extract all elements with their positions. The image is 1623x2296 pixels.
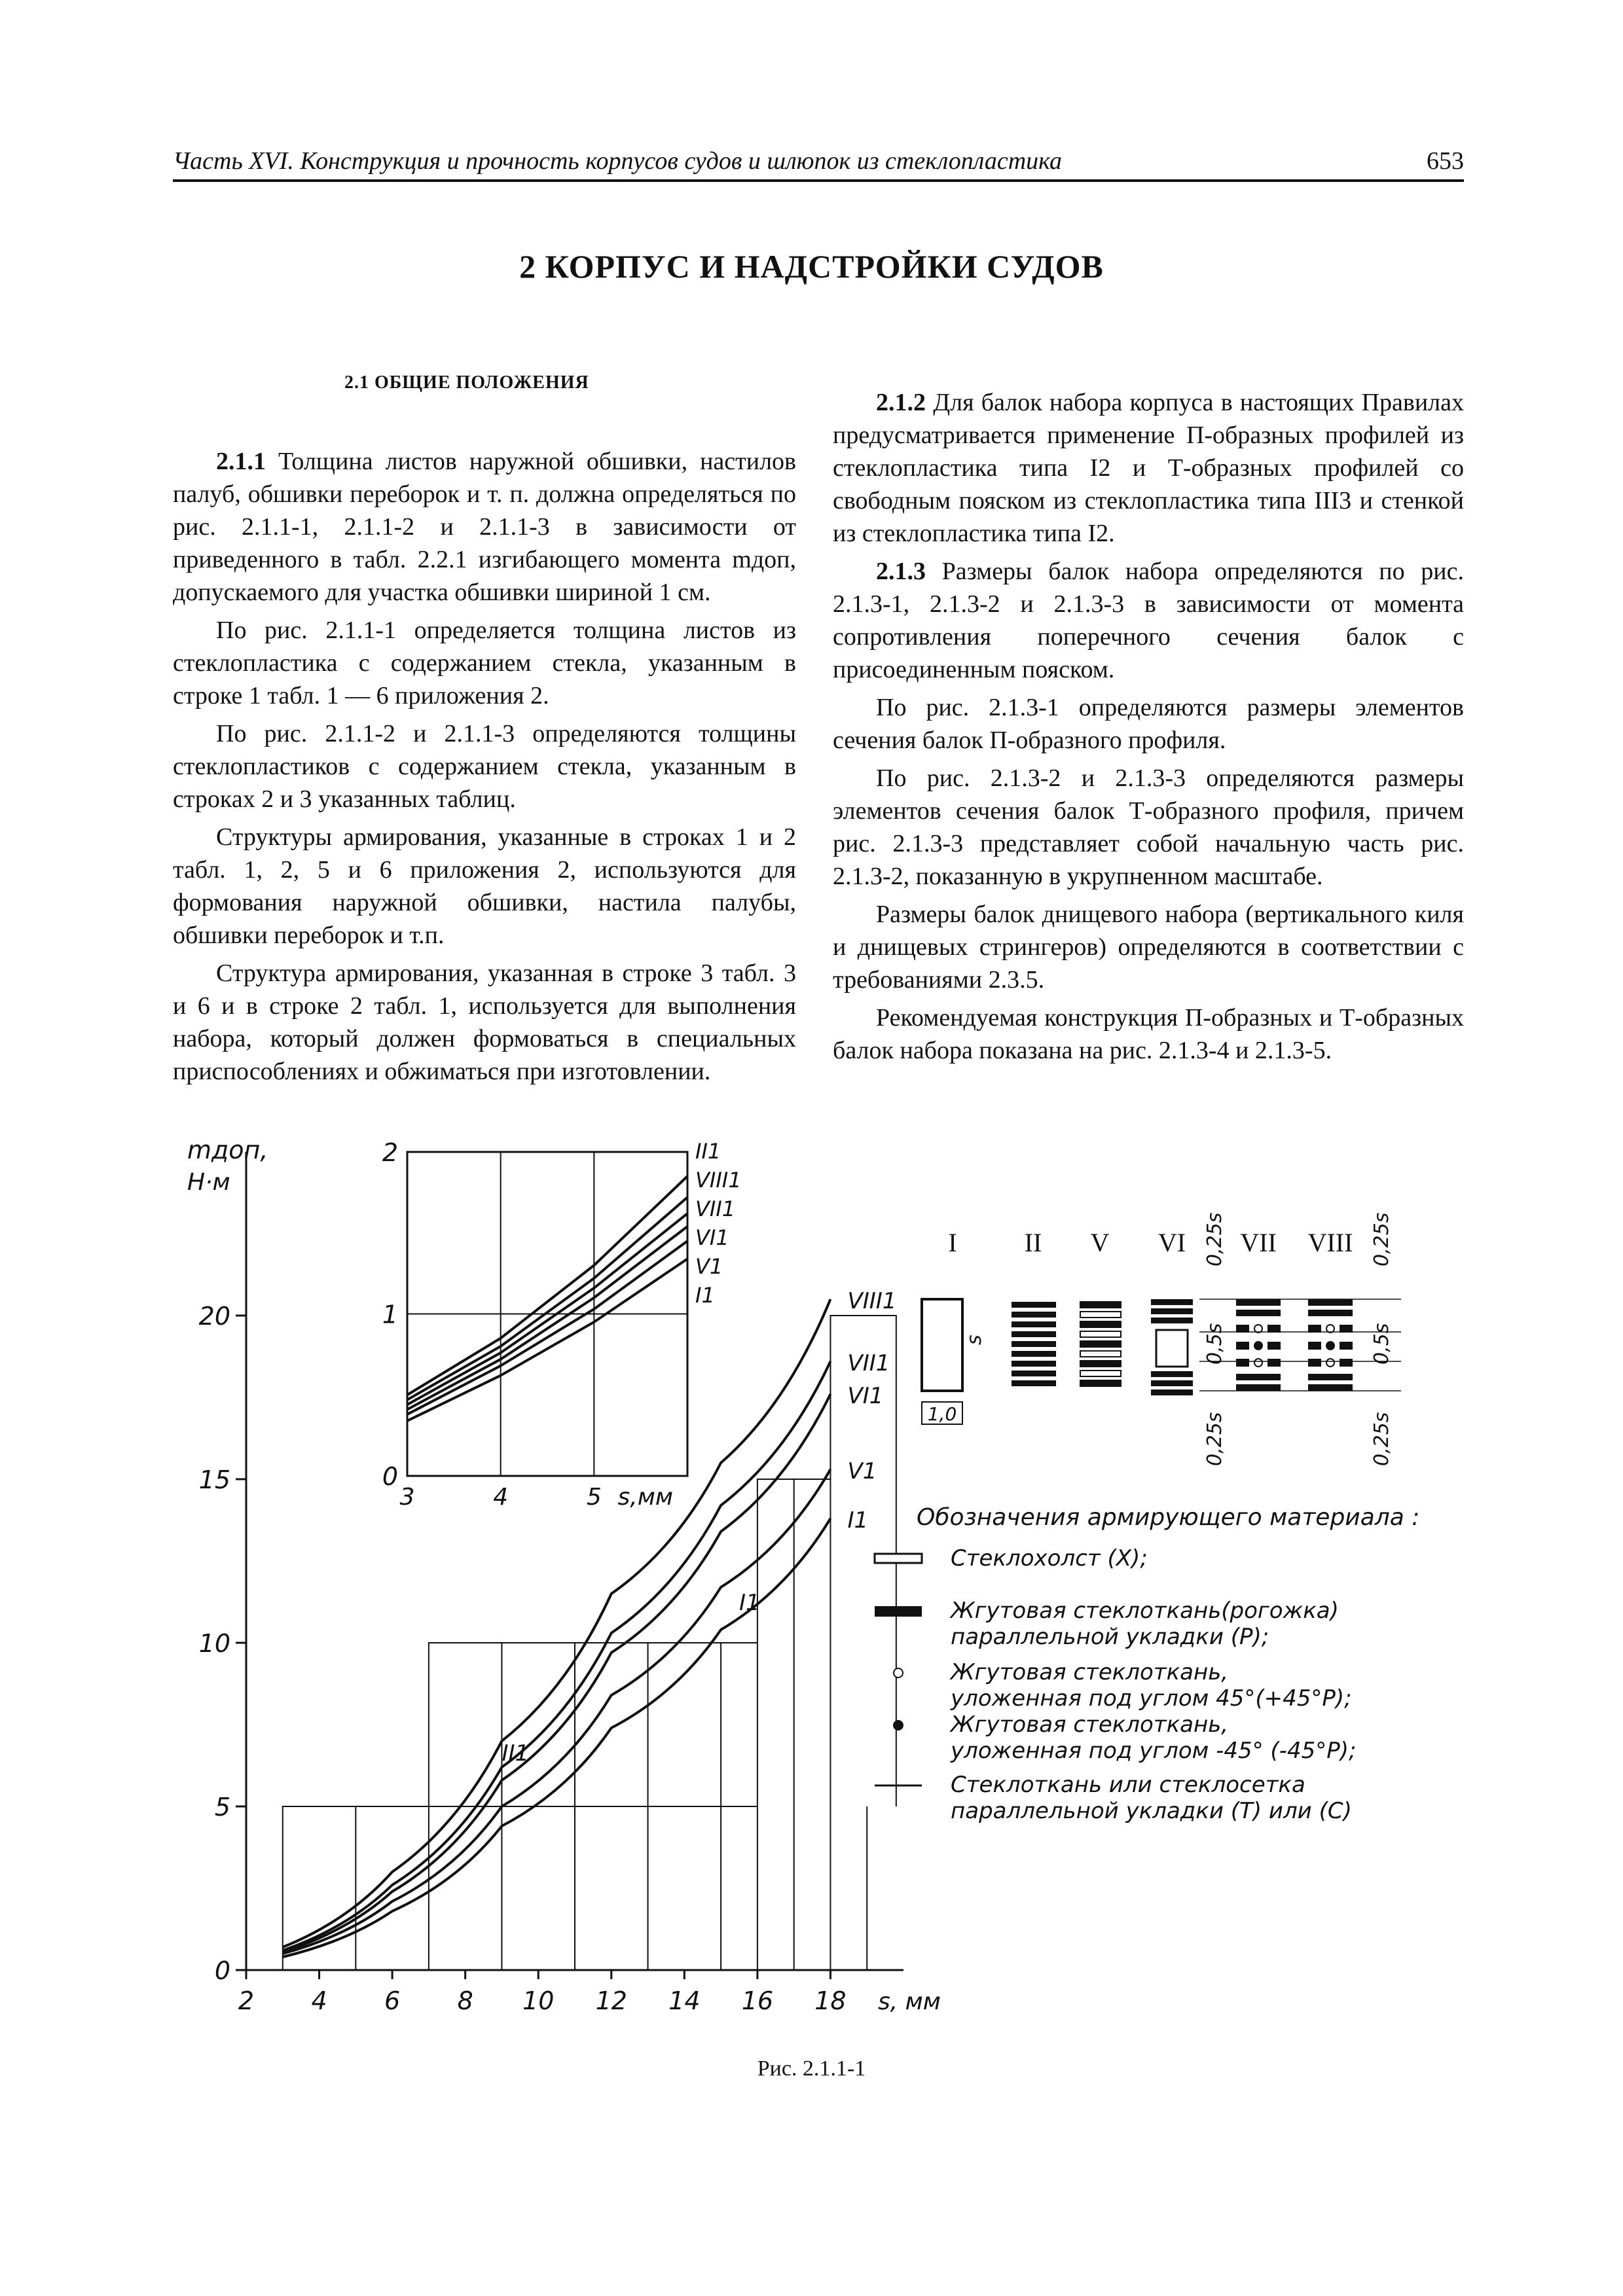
profile-VII-side xyxy=(1267,1325,1281,1333)
profile-V-layer xyxy=(1080,1371,1121,1376)
profile-VII-dot xyxy=(1254,1325,1262,1333)
dim-h1: 0,5s xyxy=(1203,1323,1226,1365)
profile-V-layer xyxy=(1080,1302,1121,1308)
inset-series-label-VI1: VI1 xyxy=(695,1225,729,1250)
profile-VII-side xyxy=(1236,1342,1249,1350)
inset-y-tick-label: 1 xyxy=(382,1300,398,1329)
y-tick-label: 15 xyxy=(198,1465,230,1494)
profile-VIII-side xyxy=(1308,1359,1321,1367)
x-tick-label: 8 xyxy=(457,1986,473,2015)
right-paragraph xyxy=(833,762,1464,893)
profile-V-layer xyxy=(1080,1331,1121,1337)
paragraph-text: По рис. 2.1.1-1 определяется толщина листов из стеклопластика с содержанием стекла, указанным в строке 1 табл. 1 — 6 приложения 2. xyxy=(173,617,796,709)
legend-solid-bar-icon xyxy=(875,1606,922,1617)
x-tick-label: 10 xyxy=(522,1986,555,2015)
profile-label-V: V xyxy=(1090,1228,1110,1257)
profile-VI-bot xyxy=(1151,1390,1193,1395)
x-tick-label: 6 xyxy=(384,1986,401,2015)
left-column xyxy=(173,367,796,1093)
profile-VII-bot xyxy=(1236,1384,1281,1391)
profile-II-layer xyxy=(1012,1371,1056,1376)
profile-I xyxy=(922,1299,962,1391)
right-paragraphs xyxy=(833,386,1464,1067)
paragraph-text: Для балок набора корпуса в настоящих Правилах предусматривается применение П-образных профилей из стеклопластика типа I2 и Т-образных профилей со свободным пояском из стеклопластика типа III3 и стенкой из стеклопластика типа I2. xyxy=(833,389,1465,547)
y-axis-label: mдоп, xyxy=(187,1136,268,1164)
profile-VIII-side xyxy=(1308,1342,1321,1350)
dim-h2: 0,5s xyxy=(1370,1323,1393,1365)
profile-VII-side xyxy=(1267,1359,1281,1367)
series-line-VIII1 xyxy=(283,1299,831,1947)
x-tick-label: 14 xyxy=(668,1986,701,2015)
paragraph-text: По рис. 2.1.3-1 определяются размеры элементов сечения балок П-образного профиля. xyxy=(833,694,1464,754)
clause-number: 2.1.3 xyxy=(876,558,926,585)
paragraph-text: Структура армирования, указанная в строке 3 табл. 3 и 6 и в строке 2 табл. 1, используется для выполнения набора, который должен формоваться в специальных приспособлениях и обжиматься при изготовлении. xyxy=(173,960,796,1085)
profile-VIII-dot xyxy=(1326,1325,1334,1333)
profile-V-layer xyxy=(1080,1380,1121,1386)
legend-item-text2: параллельной укладки (Р); xyxy=(951,1624,1269,1650)
clause-number: 2.1.1 xyxy=(216,448,266,475)
profile-VI-core xyxy=(1156,1330,1188,1367)
left-paragraphs xyxy=(173,445,796,1088)
series-label-VII1: VII1 xyxy=(847,1350,890,1376)
left-paragraph xyxy=(173,445,796,609)
profile-VII-side xyxy=(1267,1342,1281,1350)
profile-VIII-side xyxy=(1340,1359,1353,1367)
dim-q3: 0,25s xyxy=(1370,1212,1393,1266)
right-paragraph xyxy=(833,555,1464,686)
profile-label-I: I xyxy=(948,1228,957,1257)
left-paragraph xyxy=(173,957,796,1088)
legend xyxy=(875,1504,1419,1824)
profile-VII-dot xyxy=(1254,1359,1262,1367)
profile-VIII-top xyxy=(1308,1299,1353,1306)
profile-II-layer xyxy=(1012,1380,1056,1386)
legend-solid-dot-icon xyxy=(893,1720,903,1731)
profile-VI-bot xyxy=(1151,1371,1193,1377)
profile-VI-top xyxy=(1151,1299,1193,1305)
profile-II-layer xyxy=(1012,1312,1056,1318)
legend-item-text: Жгутовая стеклоткань, xyxy=(951,1712,1229,1738)
profile-VIII-dot xyxy=(1326,1359,1334,1367)
legend-title: Обозначения армирующего материала : xyxy=(917,1504,1420,1531)
legend-item-text: Жгутовая стеклоткань(рогожка) xyxy=(951,1598,1339,1624)
series-line-V1 xyxy=(283,1469,831,1954)
inset-series-I1 xyxy=(407,1259,687,1421)
profile-VIII-top xyxy=(1308,1310,1353,1316)
profile-VIII-side xyxy=(1340,1342,1353,1350)
legend-item-text: Стеклоткань или стеклосетка xyxy=(951,1772,1305,1798)
profile-VII-bot xyxy=(1236,1374,1281,1380)
paragraph-text: Толщина листов наружной обшивки, настилов палуб, обшивки переборок и т. п. должна определяться по рис. 2.1.1-1, 2.1.1-2 и 2.1.1-3 в зависимости от приведенного в табл. 2.2.1 изгибающего момента mдоп, допускаемого для участка обшивки шириной 1 см. xyxy=(173,448,796,606)
inset-x-tick-label: 4 xyxy=(493,1484,509,1511)
right-paragraph xyxy=(833,1001,1464,1067)
profile-VIII-bot xyxy=(1308,1384,1353,1391)
inset-series-label-VII1: VII1 xyxy=(695,1196,736,1221)
dim-q4: 0,25s xyxy=(1370,1412,1393,1466)
figure-caption: Рис. 2.1.1-1 xyxy=(757,2056,866,2081)
paragraph-text: По рис. 2.1.3-2 и 2.1.3-3 определяются размеры элементов сечения балок Т-образного профиля, причем рис. 2.1.3-3 представляет собой начальную часть рис. 2.1.3-2, показанную в укрупненном масштабе. xyxy=(833,764,1464,890)
x-tick-label: 12 xyxy=(595,1986,627,2015)
series-label-VIII1: VIII1 xyxy=(847,1288,897,1314)
profile-label-VII: VII xyxy=(1240,1228,1277,1257)
inset-y-tick-label: 2 xyxy=(382,1138,398,1167)
dim-q2: 0,25s xyxy=(1203,1412,1226,1466)
inset-frame xyxy=(407,1152,687,1476)
legend-open-bar-icon xyxy=(875,1554,922,1563)
profile-V-layer xyxy=(1080,1341,1121,1347)
profile-II-layer xyxy=(1012,1331,1056,1337)
legend-item-text: Стеклохолст (Х); xyxy=(951,1545,1148,1571)
inset-series-VI1 xyxy=(407,1227,687,1410)
profile-VI-top xyxy=(1151,1318,1193,1323)
y-tick-label: 10 xyxy=(198,1629,230,1658)
legend-item-text2: уложенная под углом 45°(+45°Р); xyxy=(951,1685,1352,1712)
legend-item-text2: параллельной укладки (Т) или (С) xyxy=(951,1798,1352,1824)
inset-y-tick-label: 0 xyxy=(382,1462,398,1491)
inset-chart xyxy=(382,1138,742,1511)
step-grid xyxy=(283,1316,896,1970)
series-label-I1: I1 xyxy=(847,1507,869,1534)
inset-series-V1 xyxy=(407,1241,687,1414)
left-paragraph xyxy=(173,614,796,712)
left-paragraph xyxy=(173,717,796,816)
series-label-II1: II1 xyxy=(501,1740,530,1767)
inset-series-label-II1: II1 xyxy=(695,1139,721,1164)
profile-VIII-bot xyxy=(1308,1374,1353,1380)
profile-VI-top xyxy=(1151,1308,1193,1314)
profile-VII-dot xyxy=(1254,1342,1262,1350)
series-line-I1 xyxy=(283,1518,831,1957)
x-tick-label: 2 xyxy=(238,1986,255,2015)
profile-II-layer xyxy=(1012,1361,1056,1367)
paragraph-text: По рис. 2.1.1-2 и 2.1.1-3 определяются толщины стеклопластиков с содержанием стекла, указанным в строках 2 и 3 указанных таблиц. xyxy=(173,720,796,813)
running-title: Часть XVI. Конструкция и прочность корпусов судов и шлюпок из стеклопластика xyxy=(173,147,1062,175)
inset-x-tick-label: s,мм xyxy=(617,1484,674,1511)
profile-VII-side xyxy=(1236,1325,1249,1333)
inset-series-II1 xyxy=(407,1176,687,1395)
dim-q1: 0,25s xyxy=(1203,1212,1226,1266)
y-tick-label: 5 xyxy=(214,1793,230,1821)
inset-series-label-VIII1: VIII1 xyxy=(695,1168,742,1193)
right-paragraph xyxy=(833,898,1464,996)
inset-series-VII1 xyxy=(407,1213,687,1405)
profile-VIII-dot xyxy=(1326,1342,1334,1350)
y-tick-label: 0 xyxy=(214,1956,230,1985)
profile-VIII-side xyxy=(1340,1325,1353,1333)
chapter-title: 2 КОРПУС И НАДСТРОЙКИ СУДОВ xyxy=(519,248,1104,285)
profile-II-layer xyxy=(1012,1341,1056,1347)
left-paragraph xyxy=(173,821,796,952)
right-column xyxy=(833,386,1464,1072)
legend-open-dot-icon xyxy=(894,1668,903,1677)
profile-label-VIII: VIII xyxy=(1307,1228,1353,1257)
inset-x-tick-label: 3 xyxy=(399,1484,415,1511)
legend-item-text2: уложенная под углом -45° (-45°Р); xyxy=(951,1738,1357,1764)
inset-series-label-I1: I1 xyxy=(695,1283,715,1308)
profile-II-layer xyxy=(1012,1321,1056,1327)
profile-VII-top xyxy=(1236,1299,1281,1306)
profile-VII-side xyxy=(1236,1359,1249,1367)
inset-series-VIII1 xyxy=(407,1197,687,1399)
dim-s: s xyxy=(963,1335,986,1345)
dim-w: 1,0 xyxy=(927,1403,957,1425)
profile-sections xyxy=(922,1213,1401,1466)
clause-number: 2.1.2 xyxy=(876,389,926,416)
main-chart xyxy=(187,1136,941,2015)
profile-V-layer xyxy=(1080,1312,1121,1318)
series-label-I1-mid: I1 xyxy=(739,1590,760,1616)
y-tick-label: 20 xyxy=(198,1302,230,1331)
profile-V-layer xyxy=(1080,1361,1121,1367)
series-line-VI1 xyxy=(283,1394,831,1952)
y-axis-label-unit: Н·м xyxy=(187,1169,230,1196)
right-paragraph xyxy=(833,386,1464,550)
section-heading: 2.1 ОБЩИЕ ПОЛОЖЕНИЯ xyxy=(344,372,589,393)
paragraph-text: Рекомендуемая конструкция П-образных и Т-образных балок набора показана на рис. 2.1.3-4 и 2.1.3-5. xyxy=(833,1004,1464,1064)
paragraph-text: Размеры балок набора определяются по рис. 2.1.3-1, 2.1.3-2 и 2.1.3-3 в зависимости от момента сопротивления поперечного сечения балок с присоединенным пояском. xyxy=(833,558,1464,683)
series-label-V1: V1 xyxy=(847,1458,877,1484)
inset-x-tick-label: 5 xyxy=(586,1484,602,1511)
profile-VII-top xyxy=(1236,1310,1281,1316)
x-tick-label: 18 xyxy=(814,1986,847,2015)
profile-label-VI: VI xyxy=(1158,1228,1186,1257)
profile-label-II: II xyxy=(1024,1228,1042,1257)
series-line-VII1 xyxy=(283,1361,831,1950)
series-label-VI1: VI1 xyxy=(847,1383,884,1409)
profile-V-layer xyxy=(1080,1351,1121,1357)
paragraph-text: Размеры балок днищевого набора (вертикального киля и днищевых стрингеров) определяются в соответствии с требованиями 2.3.5. xyxy=(833,901,1464,994)
profile-VI-bot xyxy=(1151,1380,1193,1386)
legend-item-text: Жгутовая стеклоткань, xyxy=(951,1659,1229,1685)
x-axis-label: s, мм xyxy=(877,1988,941,2015)
x-tick-label: 16 xyxy=(741,1986,774,2015)
dim-box xyxy=(922,1402,962,1424)
profile-V-layer xyxy=(1080,1321,1121,1327)
profile-II-layer xyxy=(1012,1302,1056,1308)
running-header xyxy=(173,143,1464,182)
inset-series-label-V1: V1 xyxy=(695,1254,723,1279)
x-tick-label: 4 xyxy=(311,1986,327,2015)
profile-VIII-side xyxy=(1308,1325,1321,1333)
page-number: 653 xyxy=(1427,147,1464,175)
right-paragraph xyxy=(833,691,1464,757)
paragraph-text: Структуры армирования, указанные в строках 1 и 2 табл. 1, 2, 5 и 6 приложения 2, используются для формования наружной обшивки, настила палубы, обшивки переборок и т.п. xyxy=(173,823,796,949)
profile-II-layer xyxy=(1012,1351,1056,1357)
